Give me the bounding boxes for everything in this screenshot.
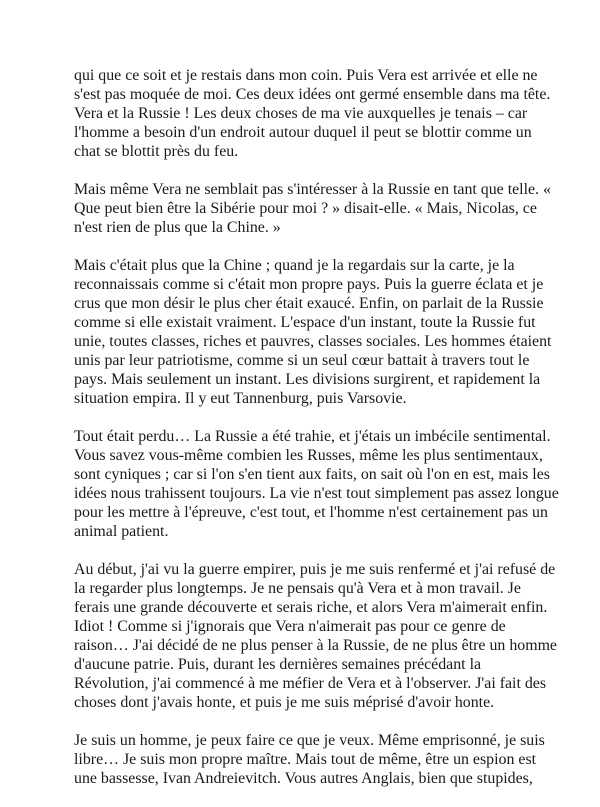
- text-line: comme si elle existait vraiment. L'espace d'un instant, toute la Russie fut: [74, 314, 536, 331]
- text-line: Je suis un homme, je peux faire ce que je veux. Même emprisonné, je suis: [74, 732, 545, 749]
- text-line: Tout était perdu… La Russie a été trahie, et j'étais un imbécile sentimental.: [74, 428, 551, 445]
- paragraph: [74, 180, 551, 237]
- text-line: unie, toutes classes, riches et pauvres, classes sociales. Les hommes étaient: [74, 333, 552, 350]
- text-line: situation empira. Il y eut Tannenburg, puis Varsovie.: [74, 390, 407, 407]
- text-line: idées nous trahissent toujours. La vie n'est tout simplement pas assez longue: [74, 485, 559, 502]
- paragraph: [74, 560, 557, 712]
- text-line: choses dont j'avais honte, et puis je me suis méprisé d'avoir honte.: [74, 694, 495, 711]
- paragraph: [74, 256, 552, 408]
- paragraph: [74, 731, 545, 788]
- text-line: Mais c'était plus que la Chine ; quand je la regardais sur la carte, je la: [74, 257, 515, 274]
- text-line: qui que ce soit et je restais dans mon coin. Puis Vera est arrivée et elle ne: [74, 67, 538, 84]
- text-line: chat se blottit près du feu.: [74, 143, 239, 160]
- text-line: Révolution, j'ai commencé à me méfier de Vera et à l'observer. J'ai fait des: [74, 675, 547, 692]
- paragraph: [74, 66, 551, 161]
- paragraph: [74, 427, 559, 541]
- text-line: unis par leur patriotisme, comme si un seul cœur battait à travers tout le: [74, 352, 530, 369]
- text-line: Idiot ! Comme si j'ignorais que Vera n'aimerait pas pour ce genre de: [74, 618, 506, 635]
- text-line: Au début, j'ai vu la guerre empirer, puis je me suis renfermé et j'ai refusé de: [74, 561, 556, 578]
- text-line: ferais une grande découverte et serais riche, et alors Vera m'aimerait enfin.: [74, 599, 548, 616]
- text-line: une bassesse, Ivan Andreievitch. Vous autres Anglais, bien que stupides,: [74, 770, 533, 787]
- text-line: sont cyniques ; car si l'on s'en tient aux faits, on sait où l'on en est, mais les: [74, 466, 550, 483]
- text-line: raison… J'ai décidé de ne plus penser à la Russie, de ne plus être un homme: [74, 637, 557, 654]
- text-line: Vous savez vous-même combien les Russes, même les plus sentimentaux,: [74, 447, 543, 464]
- text-line: pour les mettre à l'épreuve, c'est tout, et l'homme n'est certainement pas un: [74, 504, 548, 521]
- text-line: Vera et la Russie ! Les deux choses de ma vie auxquelles je tenais – car: [74, 105, 528, 122]
- text-line: pays. Mais seulement un instant. Les divisions surgirent, et rapidement la: [74, 371, 541, 388]
- text-line: libre… Je suis mon propre maître. Mais tout de même, être un espion est: [74, 751, 537, 768]
- text-line: reconnaissais comme si c'était mon propre pays. Puis la guerre éclata et je: [74, 276, 544, 293]
- text-line: n'est rien de plus que la Chine. »: [74, 219, 281, 236]
- text-line: la regarder plus longtemps. Je ne pensais qu'à Vera et à mon travail. Je: [74, 580, 521, 597]
- text-line: animal patient.: [74, 523, 169, 540]
- text-line: Que peut bien être la Sibérie pour moi ? » disait-elle. « Mais, Nicolas, ce: [74, 200, 537, 217]
- text-line: l'homme a besoin d'un endroit autour duquel il peut se blottir comme un: [74, 124, 532, 141]
- text-line: Mais même Vera ne semblait pas s'intéresser à la Russie en tant que telle. «: [74, 181, 551, 198]
- text-line: s'est pas moquée de moi. Ces deux idées ont germé ensemble dans ma tête.: [74, 86, 551, 103]
- text-line: d'aucune patrie. Puis, durant les dernières semaines précédant la: [74, 656, 482, 673]
- text-line: crus que mon désir le plus cher était exaucé. Enfin, on parlait de la Russie: [74, 295, 544, 312]
- body-text: [74, 66, 559, 807]
